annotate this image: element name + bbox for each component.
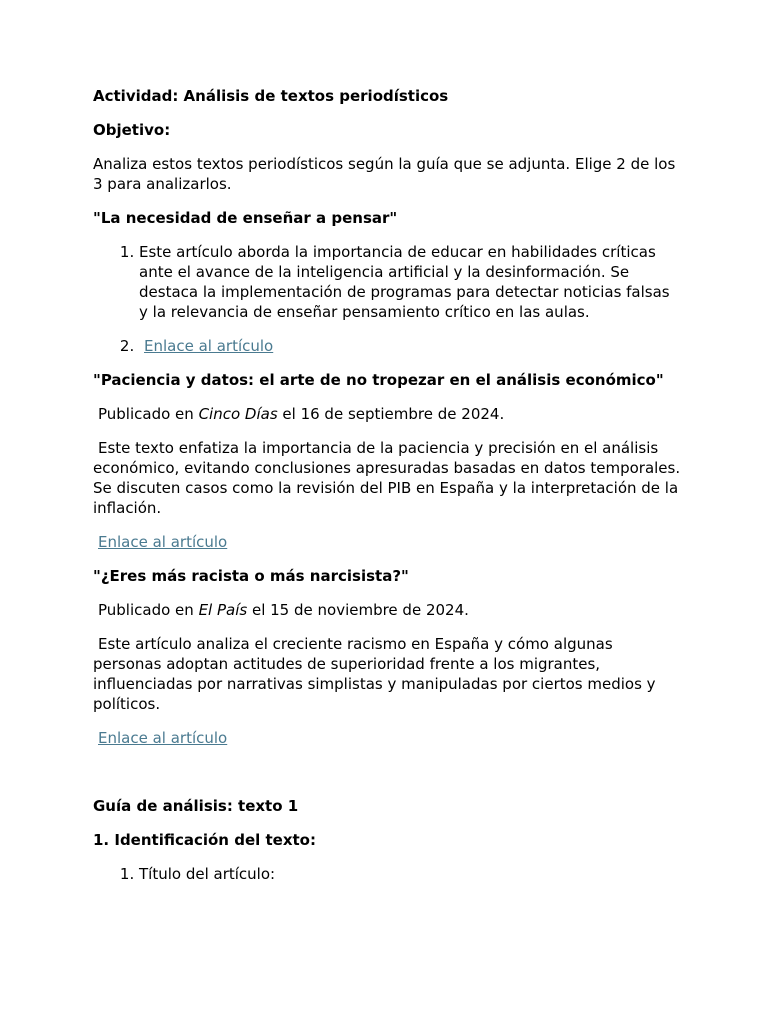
article-1-link[interactable]: Enlace al artículo xyxy=(144,337,274,355)
document-body xyxy=(93,86,683,898)
article-2-title: "Paciencia y datos: el arte de no tropezar en el análisis económico" xyxy=(93,371,664,389)
article-3-pub-prefix: Publicado en xyxy=(98,601,199,619)
article-1-list xyxy=(93,242,683,356)
article-2-link-line xyxy=(93,532,683,552)
article-1-title: "La necesidad de enseñar a pensar" xyxy=(93,209,398,227)
article-3-pub-source: El País xyxy=(198,601,248,619)
article-3-pub-suffix: el 15 de noviembre de 2024. xyxy=(247,601,469,619)
article-3-link[interactable]: Enlace al artículo xyxy=(98,729,228,747)
article-3-publication xyxy=(93,600,683,620)
guide-items-list xyxy=(93,864,683,884)
guide-section-1: 1. Identificación del texto: xyxy=(93,831,316,849)
activity-title: Actividad: Análisis de textos periodísticos xyxy=(93,87,449,105)
article-2-summary-text: Este texto enfatiza la importancia de la paciencia y precisión en el análisis económico, evitando conclusiones apresuradas basadas en datos temporales. Se discuten casos como la revisión del PIB en España y la interpretación de la inflación. xyxy=(93,439,681,517)
article-2-pub-source: Cinco Días xyxy=(198,405,278,423)
article-2-pub-suffix: el 16 de septiembre de 2024. xyxy=(277,405,505,423)
article-3-title: "¿Eres más racista o más narcisista?" xyxy=(93,567,409,585)
section-spacer xyxy=(93,762,683,796)
article-3-summary-text: Este artículo analiza el creciente racismo en España y cómo algunas personas adoptan actitudes de superioridad frente a los migrantes, influenciadas por narrativas simplistas y manipuladas por ciertos medios y políticos. xyxy=(93,635,656,713)
guide-item-1: 1. Título del artículo: xyxy=(139,864,683,884)
guide-title: Guía de análisis: texto 1 xyxy=(93,797,299,815)
article-1-summary: 1. Este artículo aborda la importancia de educar en habilidades críticas ante el avance de la inteligencia artificial y la desinformación. Se destaca la implementación de programas para detectar noticias falsas y la relevancia de enseñar pensamiento crítico en las aulas. xyxy=(139,242,683,322)
article-2-publication xyxy=(93,404,683,424)
article-3-link-line xyxy=(93,728,683,748)
article-1-link-item xyxy=(139,336,683,356)
article-2-summary xyxy=(93,438,683,518)
article-2-link[interactable]: Enlace al artículo xyxy=(98,533,228,551)
intro-paragraph: Analiza estos textos periodísticos según la guía que se adjunta. Elige 2 de los 3 para analizarlos. xyxy=(93,155,676,193)
article-3-summary xyxy=(93,634,683,714)
objective-label: Objetivo: xyxy=(93,121,171,139)
article-2-pub-prefix: Publicado en xyxy=(98,405,199,423)
